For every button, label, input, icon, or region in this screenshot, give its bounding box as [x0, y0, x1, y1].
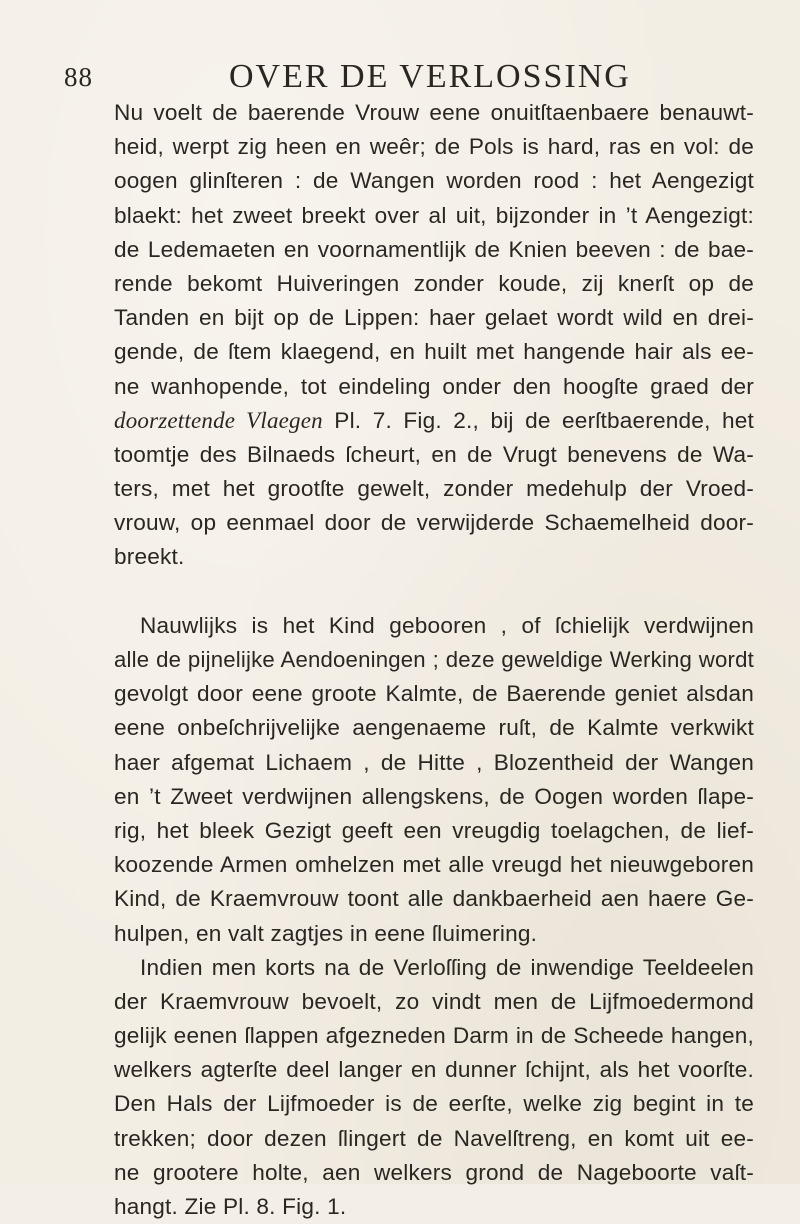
text-line: alle de pijnelijke Aendoeningen ; deze geweldige Werking wordt [114, 647, 754, 672]
running-title: OVER DE VERLOSSING [229, 58, 631, 95]
text-line: trekken; door dezen ſlingert de Navelſtreng, en komt uit ee- [114, 1125, 754, 1151]
text-line: gende, de ſtem klaegend, en huilt met hangende hair als ee- [114, 339, 754, 365]
paragraph-3 [114, 951, 754, 1224]
text-line: breekt. [114, 544, 185, 570]
text-line: welkers agterſte deel langer en dunner ſchijnt, als het voorſte. [114, 1057, 754, 1083]
italic-phrase: doorzettende Vlaegen [114, 407, 323, 433]
text-line [114, 404, 754, 438]
text-line: ne grootere holte, aen welkers grond de Nageboorte vaſt- [114, 1159, 754, 1185]
text-line: Indien men korts na de Verloſſing de inwendige Teeldeelen [140, 954, 754, 980]
text-line: de Ledemaeten en voornamentlijk de Knien beeven : de bae- [114, 236, 754, 262]
text-line: eene onbeſchrijvelijke aengenaeme ruſt, de Kalmte verkwikt [114, 715, 754, 741]
text-line: blaekt: het zweet breekt over al uit, bijzonder in ’t Aengezigt: [114, 202, 754, 228]
text-line: hangt. Zie Pl. 8. Fig. 1. [114, 1194, 347, 1219]
text-line: vrouw, op eenmael door de verwijderde Schaemelheid door- [114, 510, 754, 536]
text-line: gelijk eenen ſlappen afgezneden Darm in de Scheede hangen, [114, 1023, 754, 1049]
text-line: haer afgemat Lichaem , de Hitte , Blozentheid der Wangen [114, 749, 754, 775]
text-line-rest: Pl. 7. Fig. 2., bij de eerſtbaerende, het [322, 407, 754, 433]
text-line: Den Hals der Lijfmoeder is de eerſte, welke zig begint in te [114, 1091, 754, 1117]
text-line: Nauwlijks is het Kind gebooren , of ſchielijk verdwijnen [140, 612, 754, 638]
paragraph-2 [114, 609, 754, 951]
text-line: Tanden en bijt op de Lippen: haer gelaet wordt wild en drei- [114, 305, 754, 331]
body-text [114, 96, 754, 1224]
text-line: toomtje des Bilnaeds ſcheurt, en de Vrugt benevens de Wa- [114, 441, 754, 467]
text-line: hulpen, en valt zagtjes in eene ſluimering. [114, 920, 538, 946]
text-line: heid, werpt zig heen en weêr; de Pols is hard, ras en vol: de [114, 134, 754, 160]
text-line: oogen glinſteren : de Wangen worden rood : het Aengezigt [114, 168, 754, 194]
page-number: 88 [64, 62, 93, 92]
text-line: rig, het bleek Gezigt geeft een vreugdig toelagchen, de lief- [114, 817, 754, 843]
text-line: gevolgt door eene groote Kalmte, de Baerende geniet alsdan [114, 681, 754, 707]
text-line: Kind, de Kraemvrouw toont alle dankbaerheid aen haere Ge- [114, 886, 754, 912]
text-line: koozende Armen omhelzen met alle vreugd het nieuwgeboren [114, 852, 754, 878]
paragraph-1 [114, 96, 754, 575]
text-line: der Kraemvrouw bevoelt, zo vindt men de Lijfmoedermond [114, 988, 754, 1014]
running-head [64, 58, 754, 98]
text-line: ters, met het grootſte gewelt, zonder medehulp der Vroed- [114, 476, 754, 502]
text-line: rende bekomt Huiveringen zonder koude, zij knerſt op de [114, 270, 754, 296]
text-line: en ’t Zweet verdwijnen allengskens, de Oogen worden ſlape- [114, 783, 754, 809]
text-line: Nu voelt de baerende Vrouw eene onuitſtaenbaere benauwt- [114, 100, 754, 125]
text-line: ne wanhopende, tot eindeling onder den hoogſte graed der [114, 373, 754, 399]
paragraph-gap [114, 575, 754, 609]
